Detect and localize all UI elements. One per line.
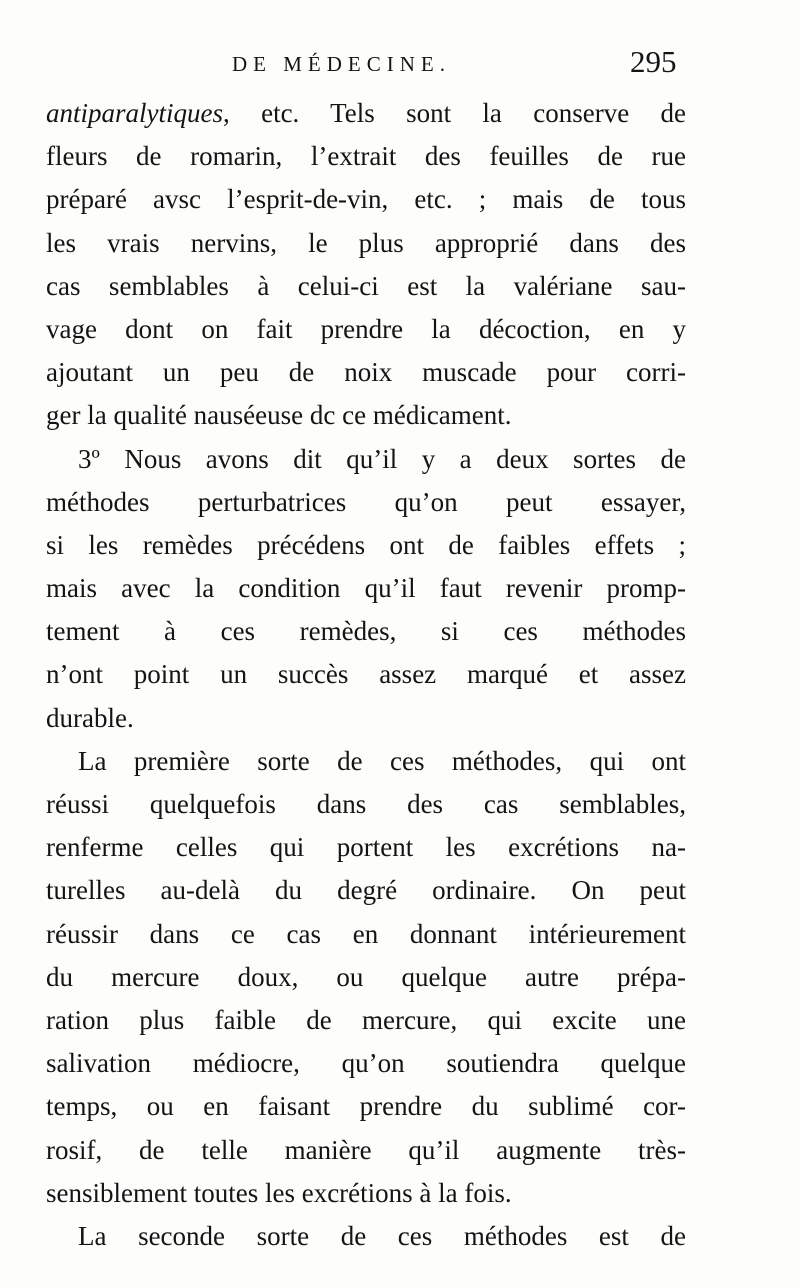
text-line: préparé avsc l’esprit-de-vin, etc. ; mais de tous	[46, 184, 686, 215]
text-line: temps, ou en faisant prendre du sublimé cor-	[46, 1091, 686, 1122]
text-line: mais avec la condition qu’il faut revenir promp-	[46, 573, 686, 604]
text-line: cas semblables à celui-ci est la valériane sau-	[46, 270, 686, 301]
text-line: ration plus faible de mercure, qui excite une	[46, 1004, 686, 1035]
body-text	[46, 92, 686, 1258]
paragraph-start-line: 3º Nous avons dit qu’il y a deux sortes de	[78, 443, 686, 474]
text-line: du mercure doux, ou quelque autre prépa-	[46, 961, 686, 992]
text-line: méthodes perturbatrices qu’on peut essayer,	[46, 486, 686, 517]
paragraph-start-line: La première sorte de ces méthodes, qui ont	[78, 745, 686, 776]
text-line: réussir dans ce cas en donnant intérieurement	[46, 918, 686, 949]
text-line: ger la qualité nauséeuse dc ce médicament.	[46, 400, 512, 431]
running-head	[0, 44, 800, 84]
running-title: DE MÉDECINE.	[232, 52, 451, 76]
text-line: ajoutant un peu de noix muscade pour corri-	[46, 357, 686, 388]
text-line: réussi quelquefois dans des cas semblables,	[46, 789, 686, 819]
text-line: sensiblement toutes les excrétions à la fois.	[46, 1177, 512, 1208]
paragraph-start-line: La seconde sorte de ces méthodes est de	[78, 1220, 686, 1251]
text-line: turelles au-delà du degré ordinaire. On peut	[46, 875, 686, 906]
text-line: tement à ces remèdes, si ces méthodes	[46, 616, 686, 647]
text-line: si les remèdes précédens ont de faibles effets ;	[46, 529, 686, 560]
text-line: n’ont point un succès assez marqué et assez	[46, 659, 686, 690]
text-line: fleurs de romarin, l’extrait des feuilles de rue	[46, 141, 686, 172]
text-line: salivation médiocre, qu’on soutiendra quelque	[46, 1048, 686, 1079]
text-line: rosif, de telle manière qu’il augmente très-	[46, 1134, 686, 1165]
italic-word: antiparalytiques	[46, 98, 223, 128]
text-line: vage dont on fait prendre la décoction, en y	[46, 313, 686, 344]
text-line: durable.	[46, 702, 134, 733]
text-line: les vrais nervins, le plus approprié dans des	[46, 227, 686, 258]
page-number: 295	[630, 44, 677, 79]
text-line: antiparalytiques, etc. Tels sont la conserve de	[46, 98, 686, 128]
text-line: renferme celles qui portent les excrétions na-	[46, 832, 686, 863]
